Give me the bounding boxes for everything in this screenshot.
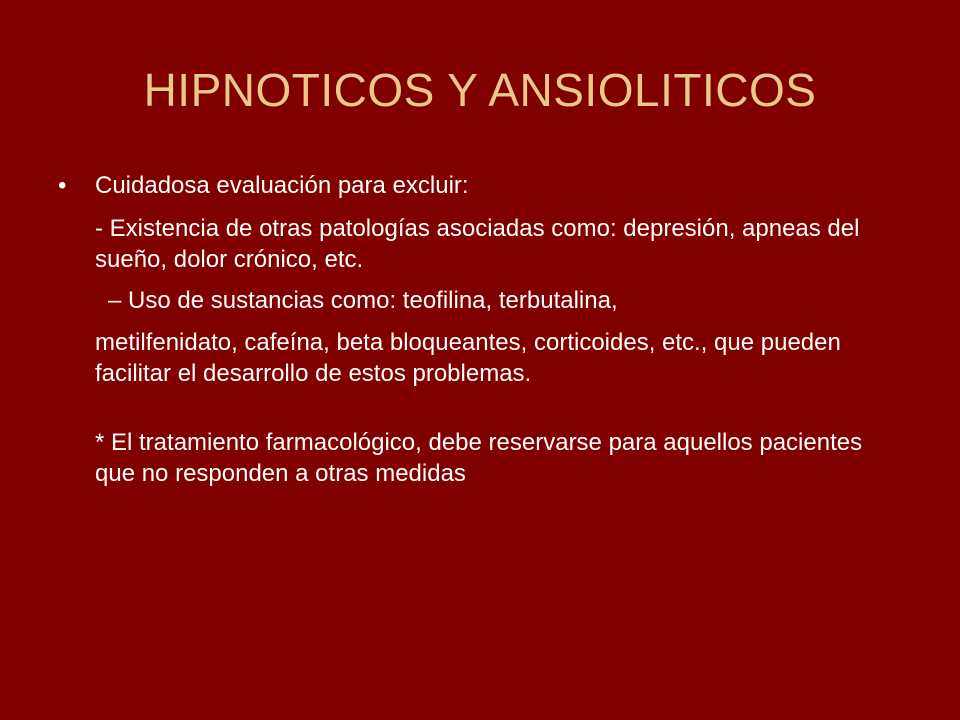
bullet-item <box>58 170 878 201</box>
slide-title: HIPNOTICOS Y ANSIOLITICOS <box>143 64 817 116</box>
uso-line: – Uso de sustancias como: teofilina, terbutalina, <box>108 287 618 314</box>
metilfenidato-line: metilfenidato, cafeína, beta bloqueantes, corticoides, etc., que pueden facilitar el desarrollo de estos problemas. <box>95 329 841 387</box>
bullet-text: Cuidadosa evaluación para excluir: <box>95 172 469 199</box>
existencia-line: - Existencia de otras patologías asociadas como: depresión, apneas del sueño, dolor crónico, etc. <box>95 215 860 273</box>
slide-body <box>58 170 878 489</box>
tratamiento-note: * El tratamiento farmacológico, debe reservarse para aquellos pacientes que no responden a otras medidas <box>95 429 863 487</box>
bullet-dot-icon: • <box>58 172 67 199</box>
